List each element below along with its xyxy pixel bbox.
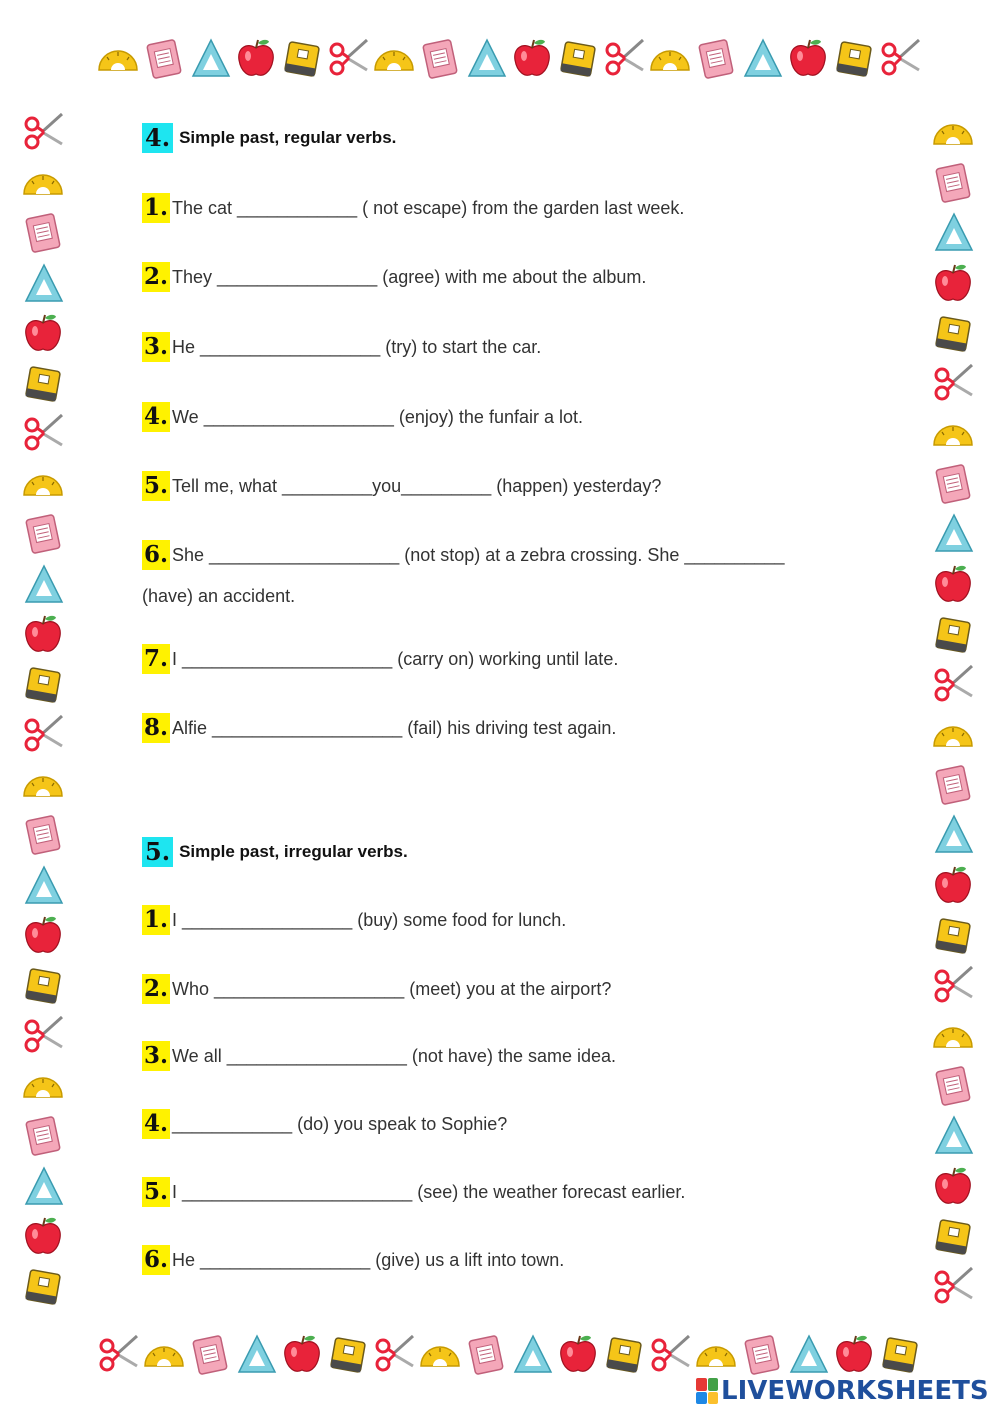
logo-mark-icon	[696, 1378, 718, 1404]
item-text: She ___________________ (not stop) at a zebra crossing. She __________	[172, 544, 785, 565]
item-number: 8.	[144, 714, 169, 741]
exercise-item	[142, 713, 616, 743]
item-number: 4.	[144, 1110, 169, 1137]
exercise-item	[142, 332, 541, 362]
item-text: ____________ (do) you speak to Sophie?	[172, 1113, 508, 1134]
brand-name: LIVEWORKSHEETS	[721, 1376, 989, 1406]
item-text: They ________________ (agree) with me about the album.	[172, 266, 647, 287]
item-text: We all __________________ (not have) the same idea.	[172, 1045, 617, 1066]
section-number: 5.	[142, 837, 173, 867]
logo-tile	[708, 1378, 719, 1391]
item-number: 4.	[144, 403, 169, 430]
item-number: 7.	[144, 645, 169, 672]
exercise-item	[142, 1109, 507, 1139]
item-number: 2.	[144, 975, 169, 1002]
exercise-item	[142, 262, 646, 292]
section-title: Simple past, irregular verbs.	[179, 842, 408, 861]
item-text: I _________________ (buy) some food for lunch.	[172, 909, 567, 930]
exercise-item	[142, 644, 618, 674]
section-header-regular	[142, 123, 396, 153]
item-text: Tell me, what _________you_________ (happen) yesterday?	[172, 475, 662, 496]
exercise-item	[142, 471, 661, 501]
section-number: 4.	[142, 123, 173, 153]
item-text: Alfie ___________________ (fail) his driving test again.	[172, 717, 617, 738]
logo-tile	[696, 1392, 707, 1405]
item-text: The cat ____________ ( not escape) from the garden last week.	[172, 197, 685, 218]
item-number: 3.	[144, 1042, 169, 1069]
exercise-item	[142, 402, 583, 432]
item-number: 2.	[144, 263, 169, 290]
item-text: He _________________ (give) us a lift into town.	[172, 1249, 565, 1270]
logo-tile	[696, 1378, 707, 1391]
item-text: I _____________________ (carry on) working until late.	[172, 648, 619, 669]
section-header-irregular	[142, 837, 408, 867]
exercise-item	[142, 1177, 685, 1207]
liveworksheets-logo[interactable]	[696, 1376, 989, 1406]
exercise-item	[142, 193, 684, 223]
item-text: I _______________________ (see) the weather forecast earlier.	[172, 1181, 686, 1202]
exercise-item	[142, 905, 566, 935]
exercise-item	[142, 974, 611, 1004]
exercise-item	[142, 1245, 564, 1275]
item-number: 5.	[144, 1178, 169, 1205]
item-text: Who ___________________ (meet) you at the airport?	[172, 978, 612, 999]
item-number: 5.	[144, 472, 169, 499]
exercise-item	[142, 1041, 616, 1071]
item-number: 3.	[144, 333, 169, 360]
item-number: 6.	[144, 1246, 169, 1273]
section-title: Simple past, regular verbs.	[179, 128, 397, 147]
item-number: 6.	[144, 541, 169, 568]
item-text: He __________________ (try) to start the car.	[172, 336, 542, 357]
item-continuation: (have) an accident.	[142, 586, 296, 606]
item-number: 1.	[144, 194, 169, 221]
exercise-item	[142, 540, 785, 570]
logo-tile	[708, 1392, 719, 1405]
item-number: 1.	[144, 906, 169, 933]
item-text: We ___________________ (enjoy) the funfair a lot.	[172, 406, 583, 427]
